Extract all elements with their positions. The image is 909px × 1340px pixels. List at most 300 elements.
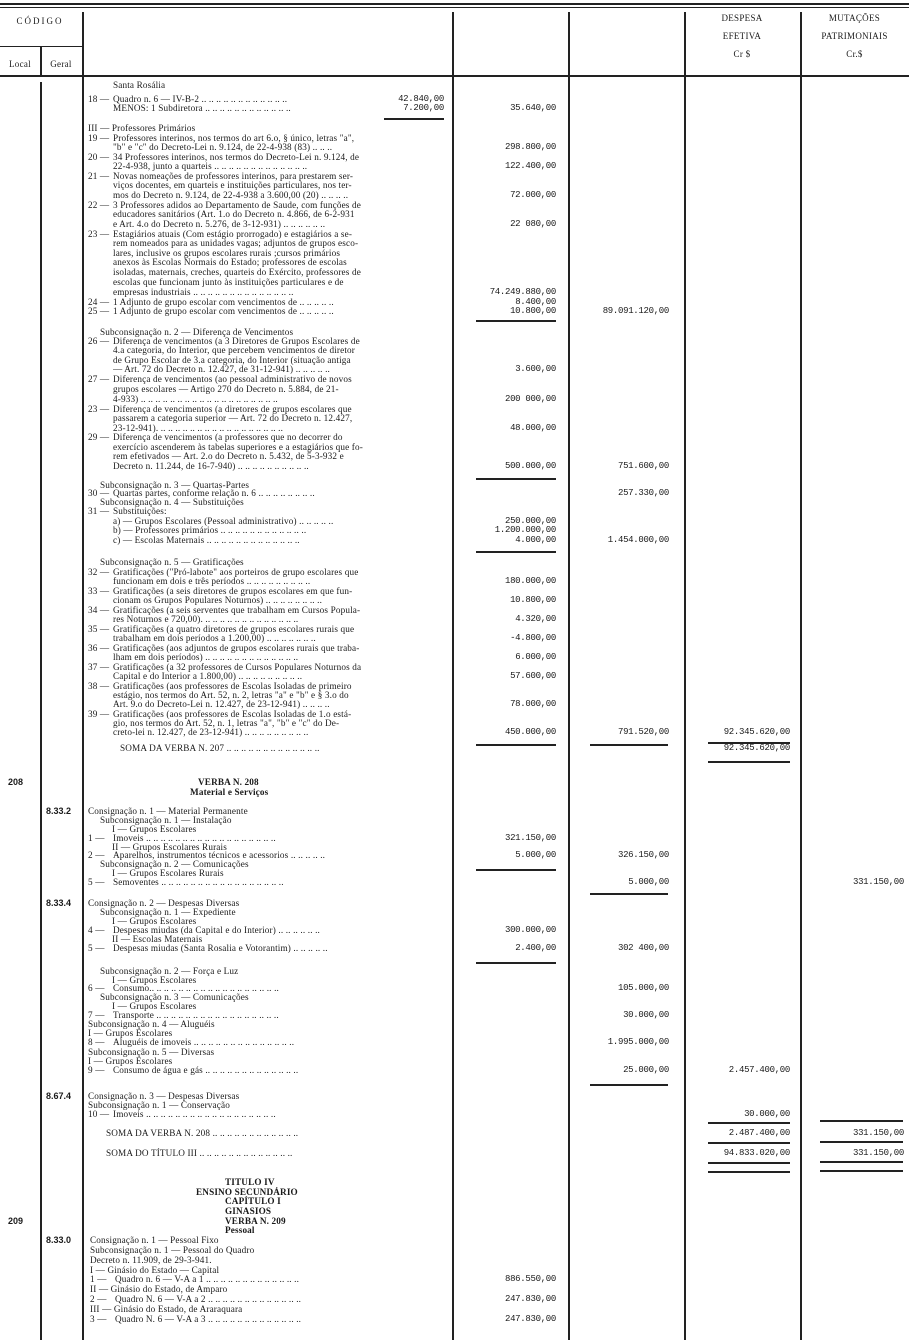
line-text: Subconsignação n. 2 — Comunicações bbox=[100, 859, 249, 869]
amount-col1: 886.550,00 bbox=[504, 1274, 556, 1284]
header-mutacoes-line1: MUTAÇÕES bbox=[828, 13, 881, 23]
ledger-line bbox=[90, 1294, 301, 1304]
line-text: Novas nomeações de professores interinos, para prestarem ser- bbox=[113, 171, 354, 181]
item-number: 31 — bbox=[88, 506, 110, 516]
amount-despesa: 92.345.620,00 bbox=[723, 743, 790, 753]
line-text: I — Grupos Escolares bbox=[112, 1001, 197, 1011]
ledger-line bbox=[225, 1206, 271, 1216]
line-text: passarem a categoria superior — Art. 72 do Decreto n. 12.427, bbox=[113, 413, 353, 423]
line-text: Subconsignação n. 1 — Instalação bbox=[100, 815, 232, 825]
ledger-line bbox=[225, 1225, 255, 1235]
line-text: grupos escolares — Artigo 270 do Decreto n. 5.884, de 21- bbox=[113, 384, 339, 394]
item-number: 19 — bbox=[88, 133, 110, 143]
amount-col1: 4.000,00 bbox=[515, 535, 556, 545]
line-text: I — Grupos Escolares bbox=[112, 824, 197, 834]
line-text: Transporte .. .. .. .. .. .. .. .. .. .. .. .. .. .. .. .. .. bbox=[113, 1010, 279, 1020]
total-rule bbox=[590, 893, 668, 895]
line-text: Substituições: bbox=[113, 506, 167, 516]
line-text: educadores sanitários (Art. 1.o do Decreto n. 4.866, de 6-2-931 bbox=[113, 209, 355, 219]
amount-col2: 1.454.000,00 bbox=[607, 535, 669, 545]
line-text: Gratificações ("Pró-labote" aos porteiros de grupo escolares que bbox=[113, 567, 359, 577]
ledger-line bbox=[88, 506, 167, 516]
item-number: 39 — bbox=[88, 709, 110, 719]
code-local: 209 bbox=[8, 1216, 24, 1226]
line-text: rem nomeados para as unidades vagas; adjuntos de grupos esco- bbox=[113, 238, 359, 248]
line-text: Subconsignação n. 2 — Força e Luz bbox=[100, 966, 239, 976]
ledger-line bbox=[113, 238, 358, 248]
line-text: Quartas partes, conforme relação n. 6 .. .. .. .. .. .. .. .. bbox=[113, 488, 315, 498]
line-text: anexos às Escolas Normais do Estado; professores de escolas bbox=[113, 257, 347, 267]
line-text: Diferença de vencimentos (a professores que no decorrer do bbox=[113, 432, 343, 442]
code-geral: 8.33.4 bbox=[46, 898, 72, 908]
col-divider-col1 bbox=[568, 12, 570, 1340]
ledger-line bbox=[225, 1177, 275, 1187]
amount-col2: 791.520,00 bbox=[617, 727, 669, 737]
item-number: 25 — bbox=[88, 306, 110, 316]
line-text: Diferença de vencimentos (a diretores de grupos escolares que bbox=[113, 404, 352, 414]
line-text: Quadro N. 6 — V-A a 3 .. .. .. .. .. .. .. .. .. .. .. .. .. bbox=[115, 1314, 302, 1324]
line-text: II — Escolas Maternais bbox=[112, 934, 203, 944]
line-text: Imoveis .. .. .. .. .. .. .. .. .. .. .. .. .. .. .. .. .. .. bbox=[113, 833, 276, 843]
ledger-line bbox=[190, 787, 268, 797]
item-number: 22 — bbox=[88, 200, 110, 210]
ledger-line bbox=[113, 180, 352, 190]
line-text: I — Grupos Escolares bbox=[88, 1028, 173, 1038]
total-rule bbox=[820, 1161, 903, 1163]
line-text: escolas que funcionam junto às instituições particulares e de bbox=[113, 277, 344, 287]
line-text: I — Ginásio do Estado — Capital bbox=[90, 1265, 220, 1275]
amount-col1: 48.000,00 bbox=[510, 423, 556, 433]
line-text: c) — Escolas Maternais .. .. .. .. .. .. .. .. .. .. .. .. .. bbox=[113, 535, 300, 545]
item-number: 29 — bbox=[88, 432, 110, 442]
ledger-line bbox=[113, 525, 306, 535]
ledger-line bbox=[113, 190, 348, 200]
line-text: Subconsignação n. 5 — Diversas bbox=[88, 1047, 215, 1057]
line-text: Consignação n. 2 — Despesas Diversas bbox=[88, 898, 240, 908]
line-text: isoladas, maternais, creches, quarteis do Exército, professores de bbox=[113, 267, 361, 277]
line-text: II — Ginásio do Estado, de Amparo bbox=[90, 1284, 228, 1294]
amount-col2: 1.995.000,00 bbox=[607, 1037, 669, 1047]
amount-col1: 247.830,00 bbox=[504, 1314, 556, 1324]
amount-col1: 5.000,00 bbox=[515, 850, 556, 860]
item-number: 30 — bbox=[88, 488, 110, 498]
line-text: 4-933) .. .. .. .. .. .. .. .. .. .. .. .. .. .. .. .. .. .. .. bbox=[113, 394, 278, 404]
line-text: cionam os Grupos Populares Noturnos) .. .. .. .. .. .. .. .. bbox=[113, 595, 323, 605]
line-text: 1 Adjunto de grupo escolar com vencimentos de .. .. .. .. .. bbox=[113, 306, 334, 316]
amount-col1: 300.000,00 bbox=[504, 925, 556, 935]
amount-col1: 10.800,00 bbox=[510, 595, 556, 605]
line-text: II — Grupos Escolares Rurais bbox=[112, 842, 227, 852]
item-number: 26 — bbox=[88, 336, 110, 346]
line-text: Quadro n. 6 — V-A a 1 .. .. .. .. .. .. .. .. .. .. .. .. .. bbox=[115, 1274, 300, 1284]
line-text: res Noturnos e 720,00). .. .. .. .. .. .. .. .. .. .. .. .. .. bbox=[113, 614, 299, 624]
line-text: Quadro N. 6 — V-A a 2 .. .. .. .. .. .. .. .. .. .. .. .. .. bbox=[115, 1294, 302, 1304]
item-number: 37 — bbox=[88, 662, 110, 672]
amount-col2: 105.000,00 bbox=[617, 983, 669, 993]
header-codigo: CÓDIGO bbox=[16, 16, 64, 26]
ledger-line bbox=[113, 535, 300, 545]
total-rule bbox=[476, 478, 556, 480]
ledger-line bbox=[113, 614, 298, 624]
ledger-line bbox=[113, 364, 330, 374]
amount-col1: 8.400,00 bbox=[515, 297, 556, 307]
line-text: Subconsignação n. 4 — Aluguéis bbox=[88, 1019, 215, 1029]
header-mutacoes-line2: PATRIMONIAIS bbox=[821, 31, 888, 41]
line-text: Subconsignação n. 4 — Substituições bbox=[100, 497, 244, 507]
item-number: 9 — bbox=[88, 1065, 105, 1075]
amount-col1: 57.600,00 bbox=[510, 671, 556, 681]
line-text: Gratificações (a quatro diretores de grupos escolares rurais que bbox=[113, 624, 355, 634]
line-text: SOMA DA VERBA N. 208 .. .. .. .. .. .. .. .. .. .. .. .. bbox=[106, 1128, 299, 1138]
amount-col1: 35.640,00 bbox=[510, 103, 556, 113]
ledger-line bbox=[88, 1065, 298, 1075]
line-text: estágio, nos termos do Art. 52, n. 2, letras "a" e "b" e § 3.o do bbox=[113, 690, 349, 700]
line-text: Consignação n. 1 — Material Permanente bbox=[88, 806, 248, 816]
total-rule bbox=[476, 320, 556, 322]
item-number: 35 — bbox=[88, 624, 110, 634]
line-text: Gratificações (aos professores de Escolas Isoladas de 1.o está- bbox=[113, 709, 352, 719]
line-text: viços docentes, em quarteis e instituições particulares, nos ter- bbox=[113, 180, 352, 190]
amount-col1: 78.000,00 bbox=[510, 699, 556, 709]
line-text: 22-4-938, junto a quarteis .. .. .. .. .. .. .. .. .. .. .. .. .. bbox=[113, 161, 308, 171]
item-number: 2 — bbox=[88, 850, 105, 860]
line-text: Diferença de vencimentos (a 3 Diretores de Grupos Escolares de bbox=[113, 336, 360, 346]
ledger-line bbox=[113, 576, 310, 586]
col-divider-local bbox=[40, 82, 42, 1340]
item-number: 36 — bbox=[88, 643, 110, 653]
ledger-line bbox=[113, 394, 278, 404]
amount-col1: 4.320,00 bbox=[515, 614, 556, 624]
amount-col1: 122.400,00 bbox=[504, 161, 556, 171]
amount-col1: 250.000,00 bbox=[504, 516, 556, 526]
item-number: 23 — bbox=[88, 229, 110, 239]
amount-despesa: 30.000,00 bbox=[744, 1109, 790, 1119]
line-text: Subconsignação n. 1 — Conservação bbox=[88, 1100, 230, 1110]
header-despesa-line1: DESPESA bbox=[721, 13, 763, 23]
line-text: I — Grupos Escolares bbox=[112, 975, 197, 985]
total-rule bbox=[590, 1084, 668, 1086]
item-number: 23 — bbox=[88, 404, 110, 414]
ledger-line bbox=[113, 267, 361, 277]
amount-despesa: 94.833.020,00 bbox=[723, 1148, 790, 1158]
line-text: rem efetivados — Art. 2.o do Decreto n. 5.432, de 5-3-932 e bbox=[113, 451, 344, 461]
line-text: Subconsignação n. 5 — Gratificações bbox=[100, 557, 244, 567]
line-text: Subconsignação n. 2 — Diferença de Vencimentos bbox=[100, 327, 294, 337]
ledger-line bbox=[113, 413, 352, 423]
amount-col2: 751.600,00 bbox=[617, 461, 669, 471]
ledger-line bbox=[90, 1304, 242, 1314]
line-text: Quadro n. 6 — IV-B-2 .. .. .. .. .. .. .. .. .. .. .. .. bbox=[113, 94, 288, 104]
line-text: "b" e "c" do Decreto-Lei n. 9.124, de 22-4-938 (83) .. .. .. bbox=[113, 142, 333, 152]
amount-col1: 1.200.000,00 bbox=[494, 525, 556, 535]
line-text: b) — Professores primários .. .. .. .. .. .. .. .. .. .. .. .. bbox=[113, 525, 307, 535]
col-divider-desc bbox=[452, 12, 454, 1340]
item-number: 20 — bbox=[88, 152, 110, 162]
ledger-line bbox=[90, 1235, 219, 1245]
amount-col1: 298.800,00 bbox=[504, 142, 556, 152]
ledger-line bbox=[113, 80, 165, 90]
col-divider-local-header bbox=[40, 46, 42, 76]
item-number: 8 — bbox=[88, 1037, 105, 1047]
line-text: ENSINO SECUNDÁRIO bbox=[196, 1187, 298, 1197]
line-text: mos do Decreto n. 9.124, de 22-4-938 a 3.600,00 (20) .. .. .. .. bbox=[113, 190, 349, 200]
amount-mutacoes: 331.150,00 bbox=[852, 877, 904, 887]
line-text: VERBA N. 208 bbox=[198, 777, 259, 787]
amount-col1: 180.000,00 bbox=[504, 576, 556, 586]
top-border bbox=[0, 3, 909, 5]
total-rule bbox=[820, 1141, 903, 1143]
header-local: Local bbox=[9, 59, 31, 69]
total-rule bbox=[476, 744, 556, 746]
line-text: Aparelhos, instrumentos técnicos e acessorios .. .. .. .. .. bbox=[113, 850, 326, 860]
line-text: Despesas miudas (da Capital e do Interior) .. .. .. .. .. .. bbox=[113, 925, 320, 935]
line-text: Gratificações (aos adjuntos de grupos escolares rurais que traba- bbox=[113, 643, 360, 653]
line-text: 3 Professores adidos ao Departamento de Saude, com funções de bbox=[113, 200, 361, 210]
item-number: 1 — bbox=[88, 833, 105, 843]
amount-col1: 321.150,00 bbox=[504, 833, 556, 843]
col-divider-col2 bbox=[684, 12, 686, 1340]
item-number: 18 — bbox=[88, 94, 110, 104]
amount-col1: 6.000,00 bbox=[515, 652, 556, 662]
ledger-line bbox=[88, 1037, 294, 1047]
total-rule bbox=[708, 742, 790, 744]
ledger-line bbox=[113, 345, 355, 355]
col-divider-geral bbox=[82, 12, 84, 1340]
ledger-line bbox=[88, 306, 334, 316]
line-text: Estagiários atuais (Com estágio prorrogado) e estagiários a se- bbox=[113, 229, 353, 239]
line-text: Imoveis .. .. .. .. .. .. .. .. .. .. .. .. .. .. .. .. .. .. bbox=[113, 1109, 276, 1119]
ledger-line bbox=[88, 374, 352, 384]
total-rule bbox=[590, 744, 668, 746]
total-rule bbox=[708, 1162, 790, 1164]
item-number: 38 — bbox=[88, 681, 110, 691]
line-text: lares, inclusive os grupos escolares rurais ;cursos primários bbox=[113, 248, 341, 258]
ledger-line bbox=[113, 595, 322, 605]
amount-col2: 302 400,00 bbox=[617, 943, 669, 953]
line-text: Gratificações (aos professores de Escolas Isoladas de primeiro bbox=[113, 681, 352, 691]
line-text: I — Grupos Escolares bbox=[112, 916, 197, 926]
total-rule bbox=[476, 869, 556, 871]
line-text: funcionam em dois e três períodos .. .. .. .. .. .. .. .. .. bbox=[113, 576, 311, 586]
line-text: 23-12-941). .. .. .. .. .. .. .. .. .. .. .. .. .. .. .. .. .. bbox=[113, 423, 284, 433]
line-text: Pessoal bbox=[225, 1225, 255, 1235]
ledger-line bbox=[113, 219, 325, 229]
line-text: Decreto n. 11.244, de 16-7-940) .. .. .. .. .. .. .. .. .. .. bbox=[113, 461, 309, 471]
inline-amount: 7.200,00 bbox=[403, 103, 444, 113]
ledger-line bbox=[113, 699, 330, 709]
ledger-line bbox=[100, 557, 244, 567]
ledger-line bbox=[113, 727, 308, 737]
item-number: 34 — bbox=[88, 605, 110, 615]
ledger-line bbox=[120, 743, 320, 753]
line-text: III — Professores Primários bbox=[88, 123, 196, 133]
amount-col1: 72.000,00 bbox=[510, 190, 556, 200]
item-number: 27 — bbox=[88, 374, 110, 384]
header-mutacoes bbox=[800, 9, 909, 63]
ledger-line bbox=[90, 1274, 299, 1284]
total-rule bbox=[384, 118, 444, 120]
amount-col2: 326.150,00 bbox=[617, 850, 669, 860]
ledger-line bbox=[113, 671, 302, 681]
line-text: Material e Serviços bbox=[190, 787, 269, 797]
line-text: Despesas miudas (Santa Rosalia e Votorantim) .. .. .. .. .. bbox=[113, 943, 328, 953]
line-text: SOMA DO TÍTULO III .. .. .. .. .. .. .. .. .. .. .. .. .. bbox=[106, 1148, 293, 1158]
code-geral: 8.33.0 bbox=[46, 1235, 72, 1245]
line-text: de Grupo Escolar de 3.a categoria, do Interior (situação antiga bbox=[113, 355, 351, 365]
ledger-line bbox=[113, 142, 332, 152]
ledger-line bbox=[113, 384, 339, 394]
item-number: 3 — bbox=[90, 1314, 107, 1324]
ledger-line bbox=[198, 777, 259, 787]
amount-col1: 2.400,00 bbox=[515, 943, 556, 953]
ledger-line bbox=[113, 257, 347, 267]
line-text: 1 Adjunto de grupo escolar com vencimentos de .. .. .. .. .. bbox=[113, 297, 334, 307]
ledger-line bbox=[106, 1128, 298, 1138]
item-number: 21 — bbox=[88, 171, 110, 181]
amount-col2: 89.091.120,00 bbox=[602, 306, 669, 316]
line-text: Subconsignação n. 3 — Quartas-Partes bbox=[100, 480, 250, 490]
total-rule bbox=[476, 962, 556, 964]
line-text: Decreto n. 11.909, de 29-3-941. bbox=[90, 1255, 212, 1265]
total-rule bbox=[708, 1171, 790, 1173]
amount-col1: 247.830,00 bbox=[504, 1294, 556, 1304]
total-rule bbox=[476, 551, 556, 553]
line-text: I — Grupos Escolares Rurais bbox=[112, 868, 224, 878]
line-text: 34 Professores interinos, nos termos do Decreto-Lei n. 9.124, de bbox=[113, 152, 360, 162]
total-rule bbox=[708, 1142, 790, 1144]
line-text: Subconsignação n. 1 — Expediente bbox=[100, 907, 236, 917]
ledger-line bbox=[225, 1196, 281, 1206]
line-text: a) — Grupos Escolares (Pessoal administrativo) .. .. .. .. .. bbox=[113, 516, 334, 526]
ledger-line bbox=[90, 1255, 212, 1265]
line-text: CAPÍTULO I bbox=[225, 1196, 281, 1206]
ledger-line bbox=[113, 277, 344, 287]
ledger-line bbox=[113, 287, 294, 297]
line-text: I — Grupos Escolares bbox=[88, 1056, 173, 1066]
amount-col1: 500.000,00 bbox=[504, 461, 556, 471]
line-text: SOMA DA VERBA N. 207 .. .. .. .. .. .. .. .. .. .. .. .. .. bbox=[120, 743, 320, 753]
line-text: III — Ginásio do Estado, de Araraquara bbox=[90, 1304, 243, 1314]
amount-despesa: 2.457.400,00 bbox=[728, 1065, 790, 1075]
line-text: Semoventes .. .. .. .. .. .. .. .. .. .. .. .. .. .. .. .. .. bbox=[113, 877, 284, 887]
amount-despesa: 2.487.400,00 bbox=[728, 1128, 790, 1138]
line-text: Aluguéis de imoveis .. .. .. .. .. .. .. .. .. .. .. .. .. .. bbox=[113, 1037, 295, 1047]
ledger-line bbox=[113, 103, 291, 113]
total-rule bbox=[708, 761, 790, 763]
top-border-inner bbox=[0, 7, 909, 8]
amount-col1: 10.800,00 bbox=[510, 306, 556, 316]
line-text: Gratificações (a seis diretores de grupos escolares em que fun- bbox=[113, 586, 353, 596]
item-number: 24 — bbox=[88, 297, 110, 307]
ledger-line bbox=[88, 943, 328, 953]
item-number: 4 — bbox=[88, 925, 105, 935]
line-text: empresas industriais .. .. .. .. .. .. .. .. .. .. .. .. .. .. bbox=[113, 287, 294, 297]
amount-col1: 200 000,00 bbox=[504, 394, 556, 404]
ledger-line bbox=[106, 1148, 293, 1158]
ledger-line bbox=[113, 652, 298, 662]
line-text: exercício ascenderem às tabelas superiores e a estagiários que fo- bbox=[113, 442, 363, 452]
line-text: — Art. 72 do Decreto n. 12.427, de 31-12-941) .. .. .. .. .. bbox=[113, 364, 330, 374]
col-divider-col3 bbox=[800, 12, 802, 1340]
item-number: 2 — bbox=[90, 1294, 107, 1304]
line-text: Subconsignação n. 1 — Pessoal do Quadro bbox=[90, 1245, 255, 1255]
ledger-line bbox=[90, 1314, 301, 1324]
amount-col1: 22 080,00 bbox=[510, 219, 556, 229]
amount-col1: 450.000,00 bbox=[504, 727, 556, 737]
code-local: 208 bbox=[8, 777, 24, 787]
line-text: TITULO IV bbox=[225, 1177, 275, 1187]
ledger-line bbox=[90, 1245, 254, 1255]
line-text: Consignação n. 3 — Despesas Diversas bbox=[88, 1091, 240, 1101]
line-text: e Art. 4.o do Decreto n. 5.276, de 3-12-931) .. .. .. .. .. .. bbox=[113, 219, 326, 229]
ledger-line bbox=[88, 432, 343, 442]
item-number: 7 — bbox=[88, 1010, 105, 1020]
line-text: trabalham em dois períodos a 1.200,00) .. .. .. .. .. .. .. bbox=[113, 633, 316, 643]
code-geral: 8.33.2 bbox=[46, 806, 72, 816]
line-text: VERBA N. 209 bbox=[225, 1216, 286, 1226]
line-text: GINASIOS bbox=[225, 1206, 272, 1216]
item-number: 5 — bbox=[88, 943, 105, 953]
line-text: Art. 9.o do Decreto-Lei n. 12.427, de 23-12-941) .. .. .. .. bbox=[113, 699, 330, 709]
header-despesa-line3: Cr $ bbox=[733, 49, 751, 59]
ledger-line bbox=[88, 877, 284, 887]
line-text: Consumo.. .. .. .. .. .. .. .. .. .. .. .. .. .. .. .. .. .. bbox=[113, 983, 279, 993]
amount-despesa: 92.345.620,00 bbox=[723, 727, 790, 737]
ledger-line bbox=[90, 1284, 227, 1294]
code-geral: 8.67.4 bbox=[46, 1091, 72, 1101]
line-text: MENOS: 1 Subdiretora .. .. .. .. .. .. .. .. .. .. .. .. bbox=[113, 103, 291, 113]
item-number: 32 — bbox=[88, 567, 110, 577]
total-rule bbox=[820, 1120, 903, 1122]
ledger-line bbox=[113, 451, 344, 461]
line-text: 4.a categoria, do Interior, que percebem vencimentos de diretor bbox=[113, 345, 355, 355]
amount-mutacoes: 331.150,00 bbox=[852, 1148, 904, 1158]
amount-col1: -4.800,00 bbox=[510, 633, 556, 643]
amount-mutacoes: 331.150,00 bbox=[852, 1128, 904, 1138]
total-rule bbox=[708, 1122, 790, 1124]
line-text: lham em dois períodos) .. .. .. .. .. .. .. .. .. .. .. .. .. bbox=[113, 652, 299, 662]
amount-col1: 3.600,00 bbox=[515, 364, 556, 374]
total-rule bbox=[820, 1170, 903, 1172]
amount-col2: 25.000,00 bbox=[623, 1065, 669, 1075]
item-number: 1 — bbox=[90, 1274, 107, 1284]
item-number: 6 — bbox=[88, 983, 105, 993]
header-despesa-line2: EFETIVA bbox=[722, 31, 762, 41]
item-number: 10 — bbox=[88, 1109, 110, 1119]
line-text: Gratificações (a seis serventes que trabalham em Cursos Popula- bbox=[113, 605, 361, 615]
ledger-line bbox=[88, 123, 195, 133]
amount-col2: 5.000,00 bbox=[628, 877, 669, 887]
inline-amount: 42.840,00 bbox=[398, 94, 444, 104]
line-text: Consignação n. 1 — Pessoal Fixo bbox=[90, 1235, 219, 1245]
line-text: gio, nos termos do Art. 52, n. 1, letras "a", "b" e "c" do De- bbox=[113, 718, 340, 728]
header-bottom-rule bbox=[0, 75, 909, 77]
item-number: 5 — bbox=[88, 877, 105, 887]
line-text: Capital e do Interior a 1.800,00) .. .. .. .. .. .. .. .. .. bbox=[113, 671, 303, 681]
header-mutacoes-line3: Cr.$ bbox=[846, 49, 863, 59]
header-despesa bbox=[684, 9, 800, 63]
line-text: Santa Rosália bbox=[113, 80, 166, 90]
line-text: Subconsignação n. 3 — Comunicações bbox=[100, 992, 249, 1002]
ledger-line bbox=[113, 209, 355, 219]
amount-col2: 30.000,00 bbox=[623, 1010, 669, 1020]
line-text: Professores interinos, nos termos do art 6.o, § único, letras "a", bbox=[113, 133, 355, 143]
line-text: Gratificações (a 32 professores de Cursos Populares Noturnos da bbox=[113, 662, 362, 672]
ledger-line bbox=[113, 461, 309, 471]
line-text: creto-lei n. 12.427, de 23-12-941) .. .. .. .. .. .. .. .. .. bbox=[113, 727, 309, 737]
amount-col1: 74.249.880,00 bbox=[489, 287, 556, 297]
header-geral: Geral bbox=[50, 59, 72, 69]
